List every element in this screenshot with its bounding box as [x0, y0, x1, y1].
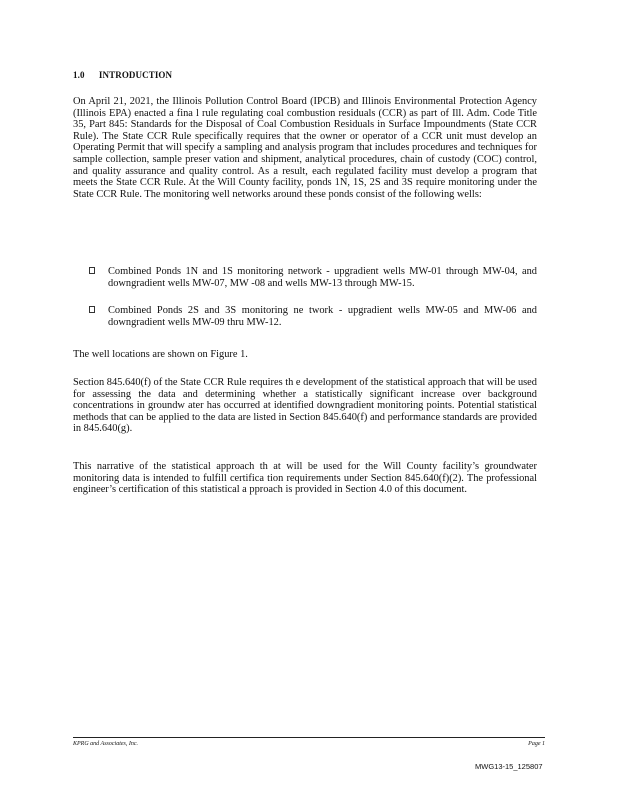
list-item: [73, 305, 537, 328]
footer-page-number: Page 1: [528, 741, 545, 747]
bullet-box-icon: [89, 267, 95, 274]
narrative-paragraph: This narrative of the statistical approach th at will be used for the Will County facility’s groundwater monitoring data is intended to fulfill certifica tion requirements under Section 845.640(f)(2). The professional engineer’s certification of this statistical a pproach is provided in Section 4.0 of this document.: [73, 461, 537, 496]
section-heading: [73, 70, 172, 80]
document-id: MWG13-15_125807: [475, 762, 543, 771]
list-item: [73, 266, 537, 289]
bullet-box-icon: [89, 306, 95, 313]
section-title: INTRODUCTION: [98, 70, 173, 80]
figure-reference-paragraph: The well locations are shown on Figure 1.: [73, 349, 248, 360]
section-number: 1.0: [73, 70, 85, 80]
footer-company: KPRG and Associates, Inc.: [73, 741, 139, 747]
footer-divider: [73, 737, 545, 738]
section-requirements-paragraph: Section 845.640(f) of the State CCR Rule requires th e development of the statistical approach that will be used for assessing the data and determining whether a statistically significant increase over background concentrations in groundw ater has occurred at identified downgradient monitoring points. Potential statistical methods that can be applied to the data are listed in Section 845.640(f) and performance standards are provided in 845.640(g).: [73, 377, 537, 435]
list-item-text: Combined Ponds 2S and 3S monitoring ne twork - upgradient wells MW-05 and MW-06 and downgradient wells MW-09 thru MW-12.: [108, 305, 537, 328]
list-item-text: Combined Ponds 1N and 1S monitoring network - upgradient wells MW-01 through MW-04, and downgradient wells MW-07, MW -08 and wells MW-13 through MW-15.: [108, 266, 537, 289]
intro-paragraph: On April 21, 2021, the Illinois Pollution Control Board (IPCB) and Illinois Environmental Protection Agency (Illinois EPA) enacted a fina l rule regulating coal combustion residuals (CCR) as part of Ill. Adm. Code Title 35, Part 845: Standards for the Disposal of Coal Combustion Residuals in Surface Impoundments (State CCR Rule). The State CCR Rule specifically requires that the owner or operator of a CCR unit must develop an Operating Permit that will specify a sampling and analysis program that includes procedures and techniques for sample collection, sample preser vation and shipment, analytical procedures, chain of custody (COC) control, and quality assurance and quality control. As a result, each regulated facility must develop a program that meets the State CCR Rule. At the Will County facility, ponds 1N, 1S, 2S and 3S require monitoring under the State CCR Rule. The monitoring well networks around these ponds consist of the following wells:: [73, 96, 537, 200]
well-network-list: [73, 266, 537, 328]
